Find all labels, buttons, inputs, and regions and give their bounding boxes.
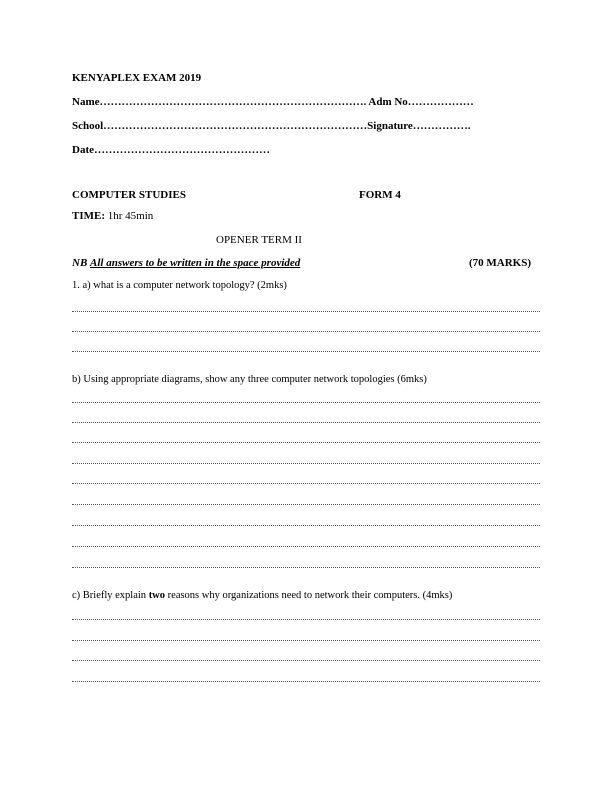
subject-name: COMPUTER STUDIES bbox=[72, 189, 186, 201]
answer-line bbox=[72, 351, 540, 352]
answer-line bbox=[72, 402, 540, 403]
answer-line bbox=[72, 483, 540, 484]
answer-line bbox=[72, 619, 540, 620]
question-1c-bold: two bbox=[148, 590, 166, 601]
total-marks: (70 MARKS) bbox=[469, 257, 532, 269]
time-label: TIME: bbox=[72, 210, 105, 222]
answer-line bbox=[72, 422, 540, 423]
term-label: OPENER TERM II bbox=[216, 234, 302, 246]
exam-title: KENYAPLEX EXAM 2019 bbox=[72, 72, 202, 84]
answer-line bbox=[72, 525, 540, 526]
answer-line bbox=[72, 546, 540, 547]
name-adm-line: Name………………………………………………………………. Adm No……………… bbox=[72, 96, 474, 108]
school-signature-line: School………………………………………………………………Signature……………. bbox=[72, 120, 471, 132]
question-1a: 1. a) what is a computer network topology? (2mks) bbox=[72, 280, 287, 291]
answer-line bbox=[72, 660, 540, 661]
answer-line bbox=[72, 442, 540, 443]
nb-instruction bbox=[72, 258, 300, 269]
answer-line bbox=[72, 640, 540, 641]
date-line: Date………………………………………… bbox=[72, 144, 270, 156]
nb-label: NB bbox=[72, 257, 88, 269]
time-line bbox=[72, 211, 153, 222]
form-label: FORM 4 bbox=[359, 189, 401, 201]
nb-text: All answers to be written in the space provided bbox=[90, 257, 301, 269]
question-1b: b) Using appropriate diagrams, show any three computer network topologies (6mks) bbox=[72, 374, 427, 385]
answer-line bbox=[72, 463, 540, 464]
answer-line bbox=[72, 681, 540, 682]
answer-line bbox=[72, 311, 540, 312]
answer-line bbox=[72, 504, 540, 505]
question-1c bbox=[72, 591, 452, 602]
time-value: 1hr 45min bbox=[105, 210, 154, 222]
question-1c-after: reasons why organizations need to network their computers. (4mks) bbox=[165, 590, 453, 601]
question-1c-before: c) Briefly explain bbox=[72, 590, 149, 601]
answer-line bbox=[72, 567, 540, 568]
answer-line bbox=[72, 331, 540, 332]
